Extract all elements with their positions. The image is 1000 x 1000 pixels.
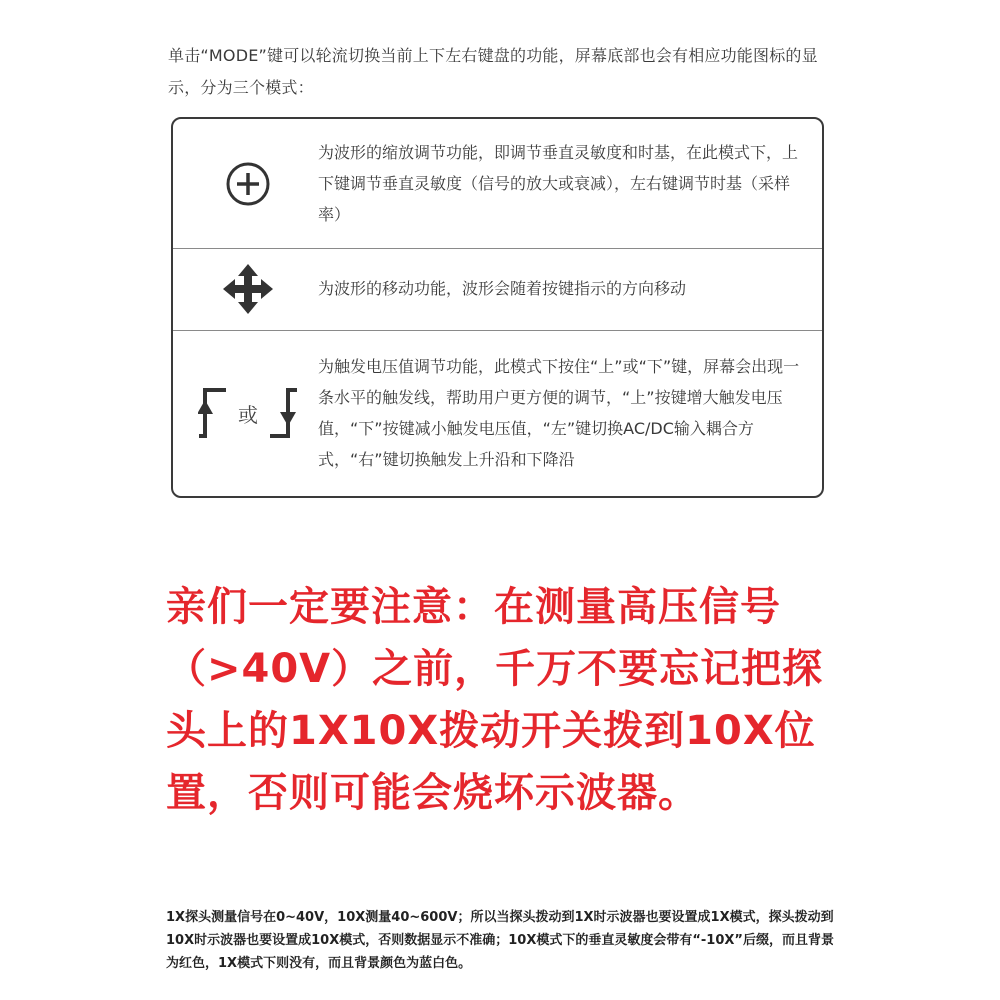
mode-move-description: 为波形的移动功能，波形会随着按键指示的方向移动 — [318, 279, 687, 298]
zoom-plus-icon — [224, 160, 272, 208]
mode-row-trigger — [173, 330, 822, 496]
intro-paragraph: 单击“MODE”键可以轮流切换当前上下左右键盘的功能，屏幕底部也会有相应功能图标的显示，分为三个模式： — [168, 46, 818, 97]
warning-text: 亲们一定要注意：在测量高压信号（>40V）之前，千万不要忘记把探头上的1X10X拨动开关拨到10X位置，否则可能会烧坏示波器。 — [166, 584, 824, 816]
rising-edge-icon — [198, 388, 228, 438]
mode-row-zoom — [173, 119, 822, 249]
mode-row-move — [173, 248, 822, 331]
footnote-text: 1X探头测量信号在0~40V，10X测量40~600V；所以当探头拨动到1X时示波器也要设置成1X模式，探头拨动到10X时示波器也要设置成10X模式，否则数据显示不准确；10X模式下的垂直灵敏度会带有“-10X”后缀，而且背景为红色，1X模式下则没有，而且背景颜色为蓝白色。 — [166, 910, 834, 971]
mode-trigger-description: 为触发电压值调节功能，此模式下按住“上”或“下”键，屏幕会出现一条水平的触发线，帮助用户更方便的调节，“上”按键增大触发电压值，“下”按键减小触发电压值，“左”键切换AC/DC输入耦合方式，“右”键切换触发上升沿和下降沿 — [318, 357, 800, 469]
zoom-icon-cell — [173, 119, 323, 248]
falling-edge-icon — [268, 388, 298, 438]
move-icon-cell — [173, 248, 323, 330]
mode-zoom-description: 为波形的缩放调节功能，即调节垂直灵敏度和时基，在此模式下，上下键调节垂直灵敏度（信号的放大或衰减），左右键调节时基（采样率） — [318, 143, 799, 224]
trigger-icon-cell — [173, 330, 323, 496]
move-arrows-icon — [221, 262, 275, 316]
mode-table — [171, 117, 824, 498]
or-label: 或 — [238, 402, 258, 427]
